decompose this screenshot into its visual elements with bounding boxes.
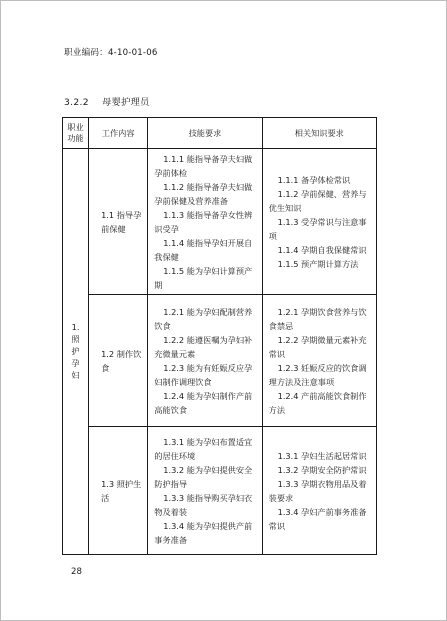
table-header-row bbox=[63, 118, 377, 149]
skill-item: 1.2.1 能为孕妇配制营养饮食 bbox=[154, 306, 253, 331]
knowledge-item: 1.1.1 备孕体检常识 bbox=[277, 174, 351, 185]
header-content: 工作内容 bbox=[89, 118, 148, 149]
skill-item: 1.1.4 能指导孕妇开展自我保健 bbox=[154, 237, 253, 262]
knowledge-item: 1.3.3 孕期衣物用品及着装要求 bbox=[268, 478, 367, 503]
skill-item: 1.2.2 能遵医嘱为孕妇补充微量元素 bbox=[154, 334, 253, 359]
knowledge-item: 1.3.2 孕期安全防护常识 bbox=[277, 464, 367, 475]
occupation-code: 职业编码：4-10-01-06 bbox=[64, 48, 158, 58]
work-content-cell: 1.2 制作饮食 bbox=[89, 295, 148, 427]
work-content-cell: 1.1 指导孕前保健 bbox=[89, 149, 148, 295]
skill-item: 1.3.4 能为孕妇提供产前事务准备 bbox=[154, 520, 253, 545]
skill-item: 1.1.3 能指导备孕女性辨识受孕 bbox=[154, 209, 253, 234]
skill-item: 1.1.5 能为孕妇计算预产期 bbox=[154, 265, 253, 290]
table-row bbox=[63, 427, 377, 555]
section-heading bbox=[64, 94, 150, 108]
function-label: 1. 照护孕妇 bbox=[71, 322, 80, 380]
section-number: 3.2.2 bbox=[64, 97, 89, 108]
skills-cell bbox=[148, 427, 262, 555]
knowledge-cell bbox=[262, 149, 376, 295]
skills-cell bbox=[148, 295, 262, 427]
function-cell bbox=[63, 149, 89, 555]
header-skills: 技能要求 bbox=[148, 118, 262, 149]
work-content-cell: 1.3 照护生活 bbox=[89, 427, 148, 555]
knowledge-item: 1.1.4 孕期自我保健常识 bbox=[277, 244, 367, 255]
knowledge-item: 1.2.2 孕期微量元素补充常识 bbox=[268, 334, 367, 359]
section-title: 母婴护理员 bbox=[102, 97, 150, 108]
skill-item: 1.3.2 能为孕妇提供安全防护指导 bbox=[154, 464, 253, 489]
knowledge-cell bbox=[262, 295, 376, 427]
table-row bbox=[63, 295, 377, 427]
table-row bbox=[63, 149, 377, 295]
skills-table bbox=[62, 117, 377, 555]
knowledge-item: 1.3.1 孕妇生活起居常识 bbox=[277, 450, 367, 461]
skill-item: 1.3.3 能指导购买孕妇衣物及着装 bbox=[154, 492, 253, 517]
skills-cell bbox=[148, 149, 262, 295]
knowledge-item: 1.3.4 孕妇产前事务准备常识 bbox=[268, 506, 367, 531]
knowledge-item: 1.1.5 预产期计算方法 bbox=[277, 258, 359, 269]
knowledge-item: 1.2.3 妊娠反应的饮食调理方法及注意事项 bbox=[268, 362, 367, 387]
skill-item: 1.3.1 能为孕妇布置适宜的居住环境 bbox=[154, 436, 253, 461]
skill-item: 1.1.1 能指导备孕夫妇做孕前体检 bbox=[154, 153, 253, 178]
knowledge-item: 1.1.2 孕前保健、营养与优生知识 bbox=[268, 188, 367, 213]
header-knowledge: 相关知识要求 bbox=[262, 118, 376, 149]
knowledge-item: 1.1.3 受孕常识与注意事项 bbox=[268, 216, 367, 241]
knowledge-item: 1.2.4 产前高能饮食制作方法 bbox=[268, 390, 367, 415]
knowledge-cell bbox=[262, 427, 376, 555]
knowledge-item: 1.2.1 孕期饮食营养与饮食禁忌 bbox=[268, 306, 367, 331]
page-number: 28 bbox=[71, 567, 82, 577]
skill-item: 1.2.3 能为有妊娠反应孕妇制作调理饮食 bbox=[154, 362, 253, 387]
skill-item: 1.2.4 能为孕妇制作产前高能饮食 bbox=[154, 390, 253, 415]
skill-item: 1.1.2 能指导备孕夫妇做孕前保健及营养准备 bbox=[154, 181, 253, 206]
header-function: 职业功能 bbox=[63, 118, 89, 149]
